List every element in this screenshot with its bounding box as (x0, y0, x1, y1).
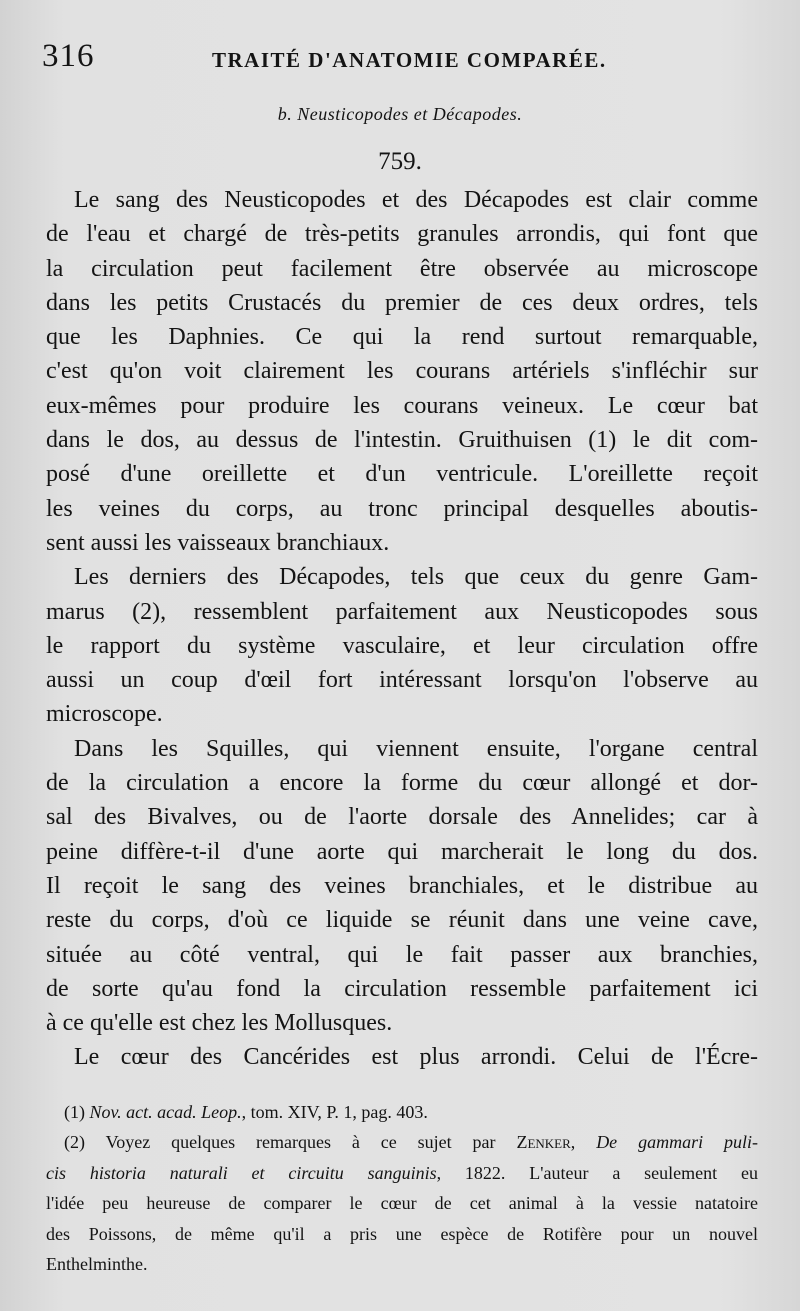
text-line: sent aussi les vaisseaux branchiaux. (46, 529, 390, 556)
text-line: marus (2), ressemblent parfaitement aux Neusticopodes sous (46, 598, 758, 625)
text-line: de l'eau et chargé de très-petits granules arrondis, qui font que (46, 221, 758, 248)
footnote-2: (2) Voyez quelques remarques à ce sujet par Zenker, De gammari puli- (64, 1132, 758, 1153)
text-line: posé d'une oreillette et d'un ventricule. L'oreillette reçoit (46, 461, 758, 488)
footnote-text: , 1822. L'auteur a seulement eu (436, 1162, 758, 1183)
text-line: microscope. (46, 701, 163, 728)
text-line: peine diffère-t-il d'une aorte qui marcherait le long du dos. (46, 838, 758, 865)
text-line: dans les petits Crustacés du premier de ces deux ordres, tels (46, 289, 758, 316)
text-line: Il reçoit le sang des veines branchiales, et le distribue au (46, 872, 758, 899)
footnote-marker: (2) (64, 1132, 85, 1153)
footnote-1 (46, 1097, 758, 1127)
running-title: TRAITÉ D'ANATOMIE COMPARÉE. (212, 48, 607, 72)
text-line: sal des Bivalves, ou de l'aorte dorsale des Annelides; car à (46, 804, 758, 831)
footnotes (46, 1097, 758, 1279)
footnote-marker: (1) (64, 1102, 85, 1122)
body-text (46, 183, 758, 1075)
footnote-text: Voyez quelques remarques à ce sujet par (105, 1132, 496, 1153)
text-line: les veines du corps, au tronc principal desquelles aboutis- (46, 495, 758, 522)
text-line: que les Daphnies. Ce qui la rend surtout remarquable, (46, 324, 758, 351)
text-line: de la circulation a encore la forme du cœur allongé et dor- (46, 770, 758, 797)
text-line: aussi un coup d'œil fort intéressant lorsqu'on l'observe au (46, 667, 758, 694)
text-line: Les derniers des Décapodes, tels que ceux du genre Gam- (74, 564, 758, 591)
footnote-author: Zenker (516, 1132, 571, 1153)
footnote-2-line-2 (46, 1158, 758, 1188)
text-line: eux-mêmes pour produire les courans veineux. Le cœur bat (46, 392, 758, 419)
page-header (42, 38, 758, 78)
text-line: à ce qu'elle est chez les Mollusques. (46, 1010, 393, 1037)
text-line: c'est qu'on voit clairement les courans artériels s'infléchir sur (46, 358, 758, 385)
footnote-2-line-4: des Poissons, de même qu'il a pris une espèce de Rotifère pour un nouvel (46, 1223, 758, 1244)
text-line: située au côté ventral, qui le fait passer aux branchies, (46, 941, 758, 968)
footnote-title: De gammari puli- (596, 1132, 758, 1153)
text-line: de sorte qu'au fond la circulation ressemble parfaitement ici (46, 975, 758, 1002)
footnote-2-line-3: l'idée peu heureuse de comparer le cœur de cet animal à la vessie natatoire (46, 1193, 758, 1214)
subsection-title: b. Neusticopodes et Décapodes. (277, 104, 523, 124)
footnote-text: , tom. XIV, P. 1, pag. 403. (241, 1102, 428, 1122)
section-number: 759. (378, 148, 422, 175)
text-line: Le sang des Neusticopodes et des Décapodes est clair comme (74, 187, 758, 213)
footnote-title: cis historia naturali et circuitu sanguinis (46, 1162, 437, 1183)
text-line: la circulation peut facilement être observée au microscope (46, 255, 758, 282)
text-line: Dans les Squilles, qui viennent ensuite, l'organe central (74, 735, 758, 762)
text-line: Le cœur des Cancérides est plus arrondi. Celui de l'Écre- (74, 1044, 758, 1071)
footnote-2-line-5: Enthelminthe. (46, 1253, 148, 1274)
page-number: 316 (42, 38, 95, 74)
text-line: dans le dos, au dessus de l'intestin. Gruithuisen (1) le dit com- (46, 427, 758, 454)
footnote-source: Nov. act. acad. Leop. (89, 1102, 242, 1122)
text-line: le rapport du système vasculaire, et leur circulation offre (46, 632, 758, 659)
text-line: reste du corps, d'où ce liquide se réunit dans une veine cave, (46, 907, 758, 934)
